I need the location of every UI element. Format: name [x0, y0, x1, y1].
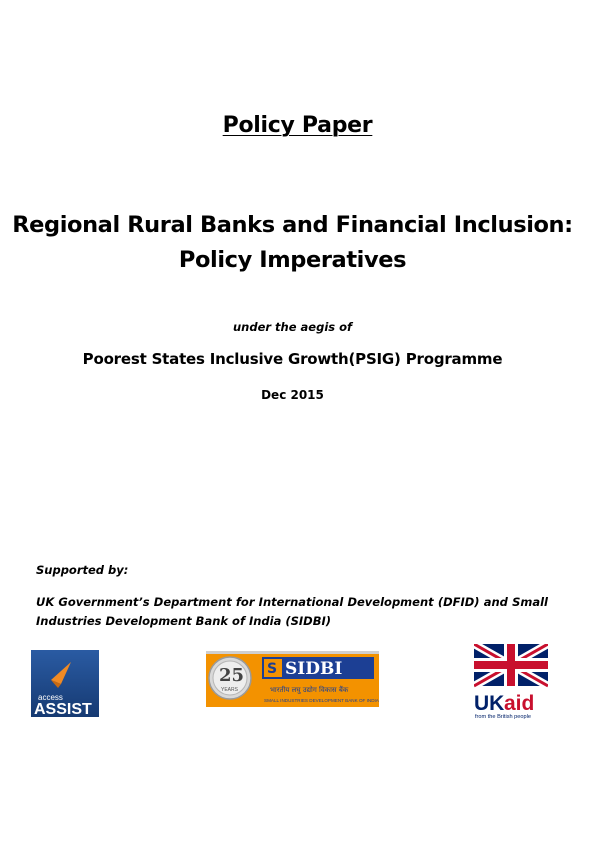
sidbi-hindi-name: भारतीय लघु उद्योग विकास बैंक: [270, 686, 349, 694]
sidbi-name: SIDBI: [285, 659, 343, 679]
page-heading: [0, 113, 595, 138]
heading-text: Policy Paper: [222, 113, 373, 138]
title-line-1: Regional Rural Banks and Financial Inclusion:: [12, 212, 573, 238]
programme-name: Poorest States Inclusive Growth(PSIG) Programme: [82, 350, 503, 368]
ukaid-tagline: from the British people: [475, 714, 531, 720]
supporters-text: UK Government’s Department for International Development (DFID) and Small Industries Development Bank of India (SIDBI): [36, 595, 548, 628]
supported-by-label: Supported by:: [36, 563, 129, 577]
publication-date: Dec 2015: [261, 388, 324, 402]
assist-logo-line2: ASSIST: [34, 701, 92, 717]
ukaid-uk-text: UK: [474, 692, 505, 715]
sidbi-full-name: SMALL INDUSTRIES DEVELOPMENT BANK OF INDIA: [264, 698, 379, 703]
sidbi-anniversary-number: 25: [219, 665, 245, 686]
svg-text:S: S: [267, 661, 278, 677]
sidbi-logo: [206, 651, 379, 707]
ukaid-logo: [474, 644, 548, 720]
aegis-text: under the aegis of: [232, 320, 353, 334]
access-assist-logo: [31, 650, 99, 717]
assist-logo-line1: access: [38, 693, 63, 702]
union-flag-icon: [474, 644, 548, 686]
sidbi-years-label: YEARS: [221, 687, 238, 693]
ukaid-aid-text: aid: [504, 692, 535, 715]
document-title: [0, 208, 585, 278]
title-line-2: Policy Imperatives: [178, 247, 407, 273]
